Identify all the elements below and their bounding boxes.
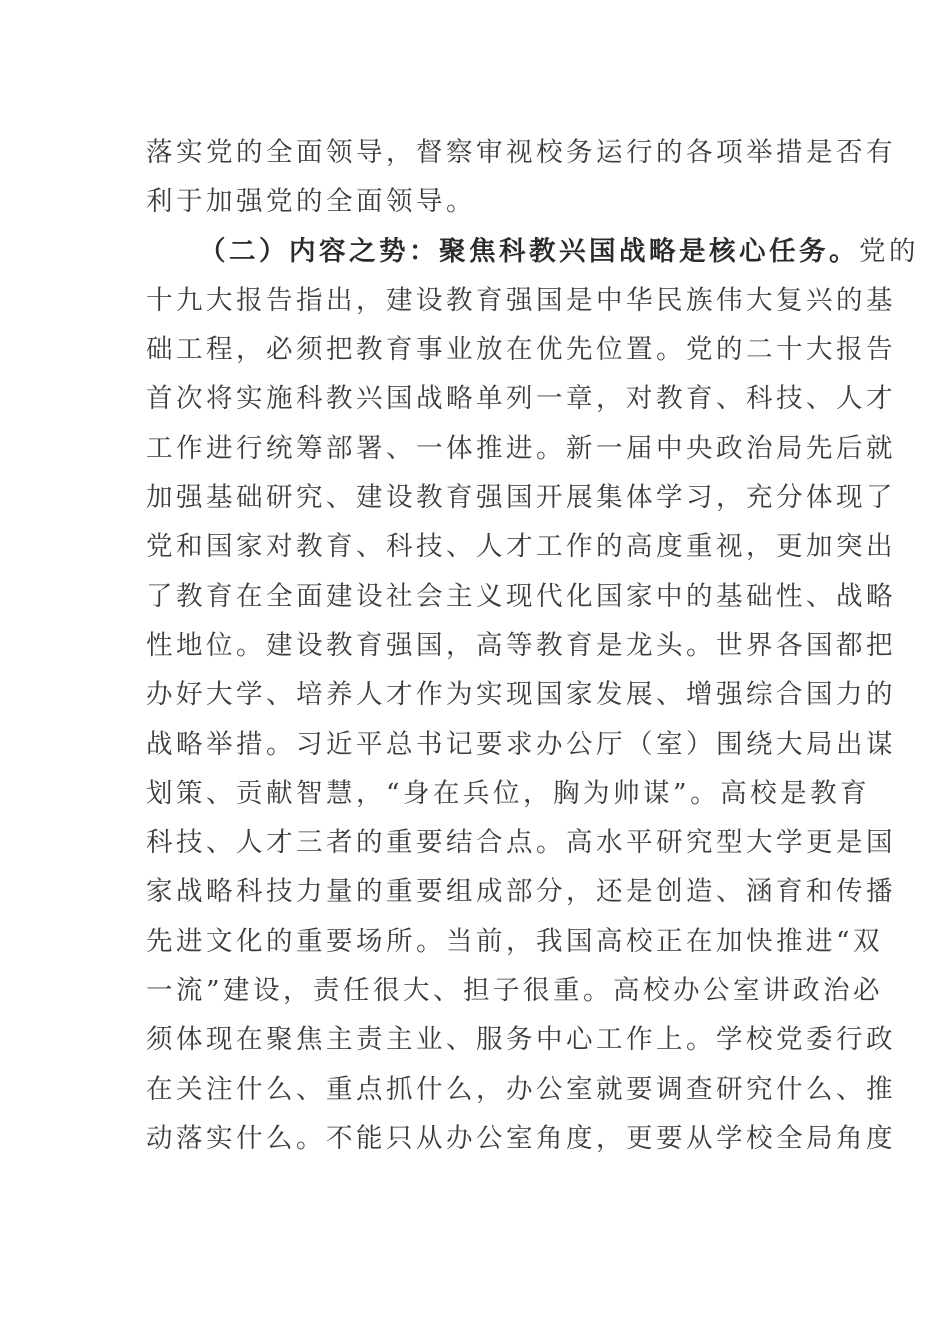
text-line: 首次将实施科教兴国战略单列一章，对教育、科技、人才 [146, 383, 896, 415]
text-line: 在关注什么、重点抓什么，办公室就要调查研究什么、推 [146, 1073, 896, 1105]
text-line: 十九大报告指出，建设教育强国是中华民族伟大复兴的基 [146, 284, 896, 316]
text-line: 加强基础研究、建设教育强国开展集体学习，充分体现了 [146, 482, 896, 514]
text-line: 动落实什么。不能只从办公室角度，更要从学校全局角度 [146, 1122, 896, 1154]
text-line: 办好大学、培养人才作为实现国家发展、增强综合国力的 [146, 679, 896, 711]
section-heading: （二）内容之势：聚焦科教兴国战略是核心任务。 [199, 235, 859, 267]
text-line: 利于加强党的全面领导。 [146, 186, 476, 218]
text-line: 础工程，必须把教育事业放在优先位置。党的二十大报告 [146, 334, 896, 366]
text-line: 一流”建设，责任很大、担子很重。高校办公室讲政治必 [146, 975, 884, 1007]
text-line: 落实党的全面领导，督察审视校务运行的各项举措是否有 [146, 137, 896, 168]
text-line: 性地位。建设教育强国，高等教育是龙头。世界各国都把 [146, 629, 896, 661]
text-line: 党和国家对教育、科技、人才工作的高度重视，更加突出 [146, 531, 896, 563]
text-line: 工作进行统筹部署、一体推进。新一届中央政治局先后就 [146, 432, 896, 464]
text-line: 科技、人才三者的重要结合点。高水平研究型大学更是国 [146, 827, 896, 859]
text-line: 家战略科技力量的重要组成部分，还是创造、涵育和传播 [146, 876, 896, 908]
body-text [146, 128, 919, 1163]
text-line: 了教育在全面建设社会主义现代化国家中的基础性、战略 [146, 580, 896, 612]
text-line: 战略举措。习近平总书记要求办公厅（室）围绕大局出谋 [146, 728, 896, 760]
text-line: 须体现在聚焦主责主业、服务中心工作上。学校党委行政 [146, 1024, 896, 1056]
text-line: 先进文化的重要场所。当前，我国高校正在加快推进“双 [146, 925, 884, 957]
text-line: 划策、贡献智慧，“身在兵位，胸为帅谋”。高校是教育 [146, 777, 871, 809]
section-heading-line [146, 227, 919, 276]
text-line-tail: 党的 [859, 235, 919, 267]
